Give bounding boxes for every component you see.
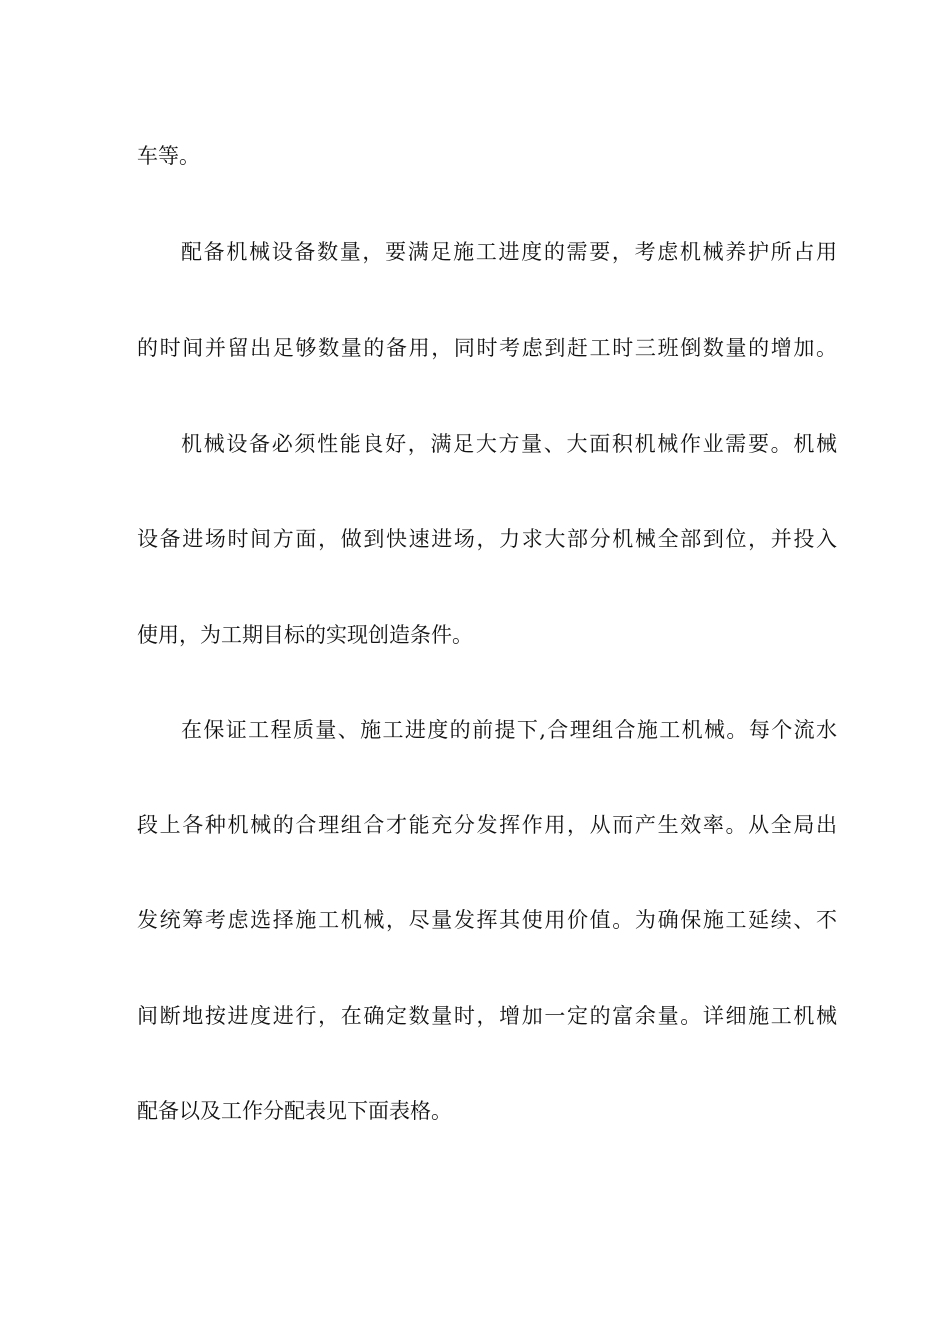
text-line: 使用，为工期目标的实现创造条件。 [137, 623, 473, 647]
text-line: 车等。 [137, 144, 200, 168]
text-line: 的时间并留出足够数量的备用，同时考虑到赶工时三班倒数量的增加。 [137, 336, 837, 360]
text-line: 配备以及工作分配表见下面表格。 [137, 1099, 452, 1123]
text-line: 间断地按进度进行，在确定数量时，增加一定的富余量。详细施工机械 [137, 1004, 837, 1028]
text-line: 设备进场时间方面，做到快速进场，力求大部分机械全部到位，并投入 [137, 527, 837, 551]
paragraph-first-line: 配备机械设备数量，要满足施工进度的需要，考虑机械养护所占用 [181, 240, 837, 264]
paragraph-first-line: 在保证工程质量、施工进度的前提下,合理组合施工机械。每个流水 [181, 718, 837, 742]
text-line: 发统筹考虑选择施工机械，尽量发挥其使用价值。为确保施工延续、不 [137, 908, 837, 932]
paragraph-first-line: 机械设备必须性能良好，满足大方量、大面积机械作业需要。机械 [181, 432, 837, 456]
text-line: 段上各种机械的合理组合才能充分发挥作用，从而产生效率。从全局出 [137, 813, 837, 837]
